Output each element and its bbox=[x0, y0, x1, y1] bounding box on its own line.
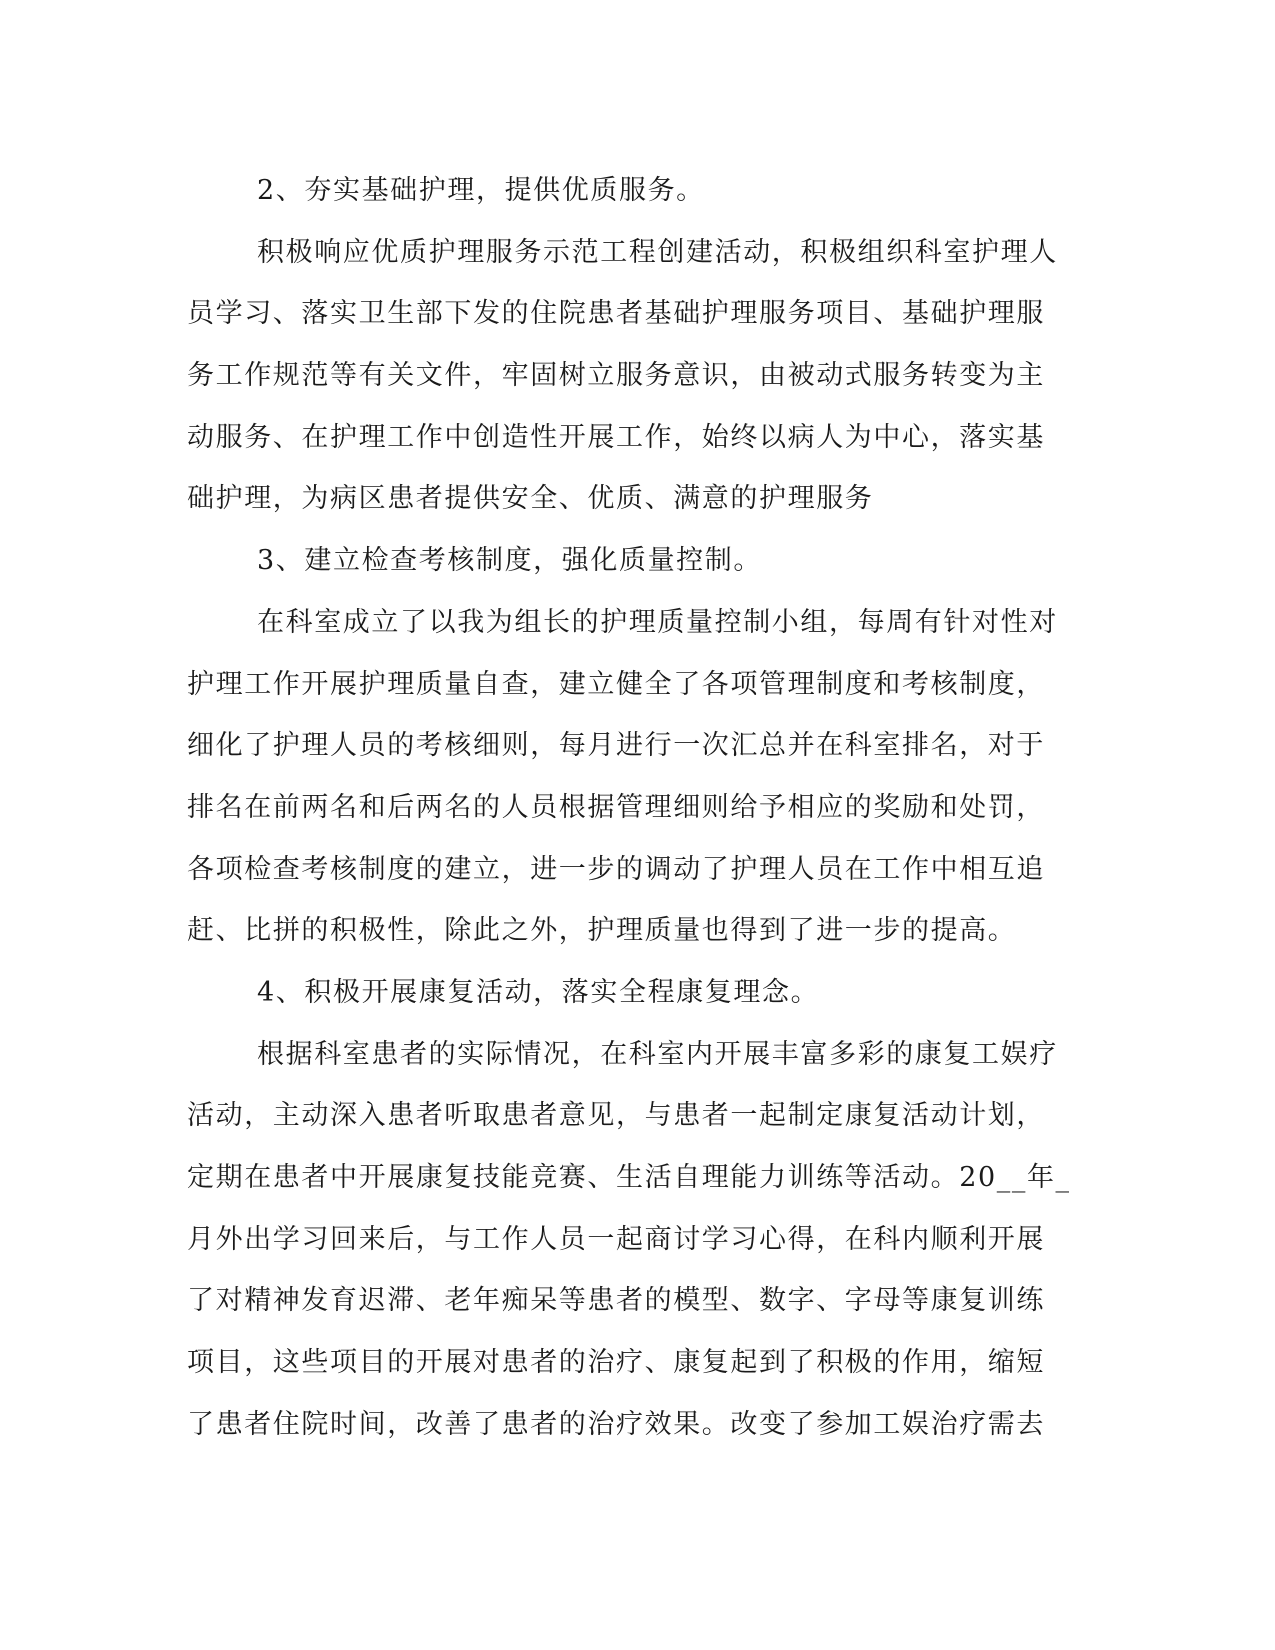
paragraph-line: 活动，主动深入患者听取患者意见，与患者一起制定康复活动计划， bbox=[187, 1100, 1045, 1132]
section-heading-3: 3、建立检查考核制度，强化质量控制。 bbox=[257, 545, 762, 577]
paragraph-line: 各项检查考核制度的建立，进一步的调动了护理人员在工作中相互追 bbox=[187, 853, 1045, 885]
paragraph-line: 了对精神发育迟滞、老年痴呆等患者的模型、数字、字母等康复训练 bbox=[187, 1285, 1045, 1317]
paragraph-line: 员学习、落实卫生部下发的住院患者基础护理服务项目、基础护理服 bbox=[187, 298, 1045, 330]
paragraph-line: 项目，这些项目的开展对患者的治疗、康复起到了积极的作用，缩短 bbox=[187, 1347, 1045, 1379]
paragraph-line: 动服务、在护理工作中创造性开展工作，始终以病人为中心，落实基 bbox=[187, 421, 1045, 453]
section-heading-4: 4、积极开展康复活动，落实全程康复理念。 bbox=[257, 976, 820, 1008]
section-heading-2: 2、夯实基础护理，提供优质服务。 bbox=[257, 175, 705, 206]
document-body bbox=[187, 160, 1071, 1455]
paragraph-line: 月外出学习回来后，与工作人员一起商讨学习心得，在科内顺利开展 bbox=[187, 1223, 1045, 1255]
paragraph-line: 定期在患者中开展康复技能竞赛、生活自理能力训练等活动。20__年_ bbox=[187, 1162, 1071, 1193]
paragraph-line: 础护理，为病区患者提供安全、优质、满意的护理服务 bbox=[187, 483, 874, 515]
paragraph-line: 排名在前两名和后两名的人员根据管理细则给予相应的奖励和处罚， bbox=[187, 791, 1045, 823]
paragraph-line: 根据科室患者的实际情况，在科室内开展丰富多彩的康复工娱疗 bbox=[257, 1038, 1058, 1070]
paragraph-line: 务工作规范等有关文件，牢固树立服务意识，由被动式服务转变为主 bbox=[187, 360, 1045, 392]
paragraph-line: 赶、比拼的积极性，除此之外，护理质量也得到了进一步的提高。 bbox=[187, 915, 1017, 947]
paragraph-line: 积极响应优质护理服务示范工程创建活动，积极组织科室护理人 bbox=[257, 236, 1058, 268]
paragraph-line: 细化了护理人员的考核细则，每月进行一次汇总并在科室排名，对于 bbox=[187, 730, 1045, 762]
paragraph-line: 在科室成立了以我为组长的护理质量控制小组，每周有针对性对 bbox=[257, 606, 1058, 638]
paragraph-line: 了患者住院时间，改善了患者的治疗效果。改变了参加工娱治疗需去 bbox=[187, 1408, 1045, 1440]
paragraph-line: 护理工作开展护理质量自查，建立健全了各项管理制度和考核制度， bbox=[187, 668, 1045, 700]
